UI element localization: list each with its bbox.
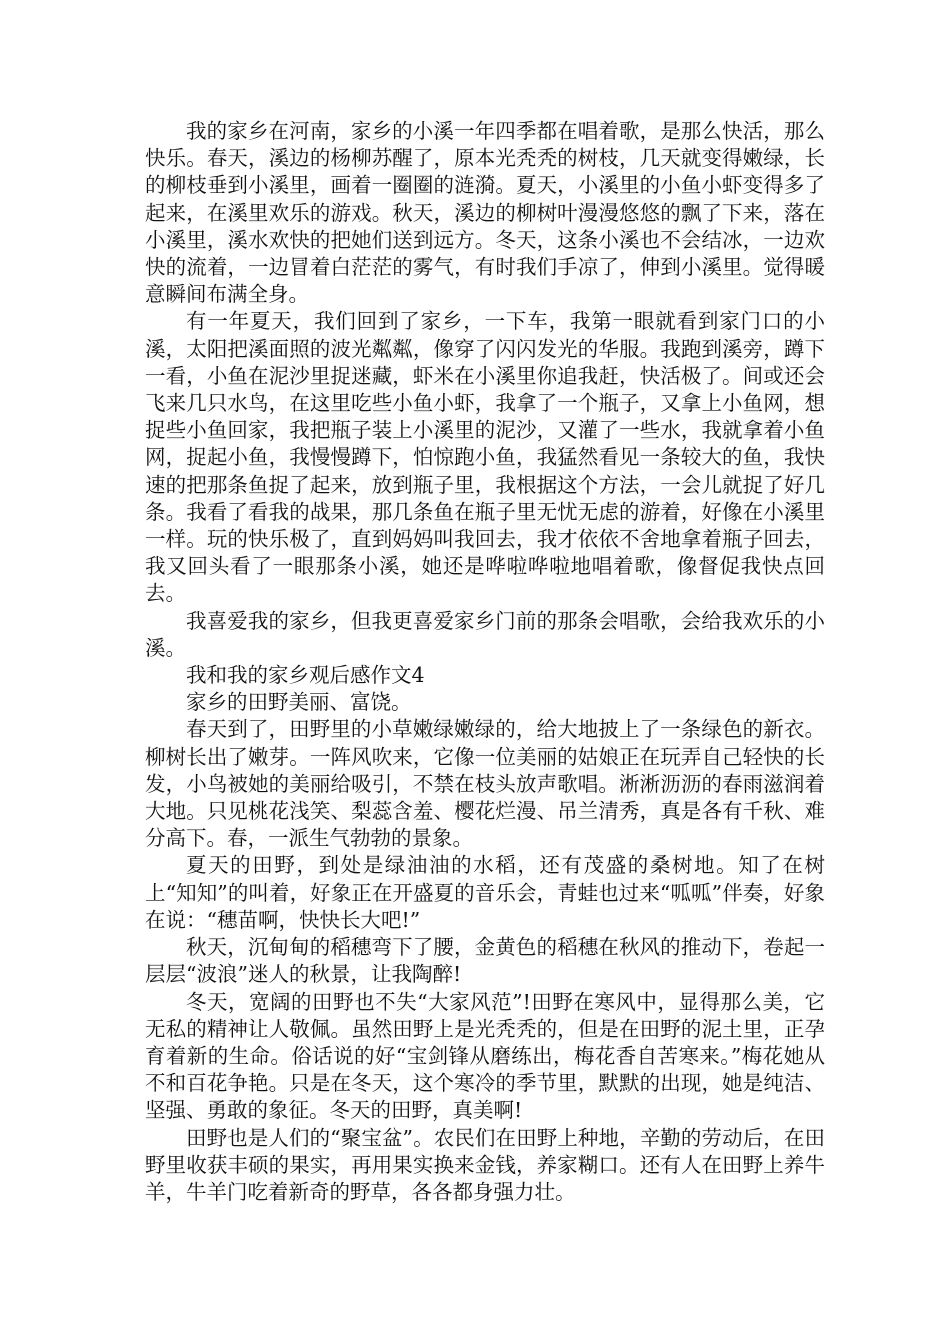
paragraph-summer: 夏天的田野，到处是绿油油的水稻，还有茂盛的桑树地。知了在树上“知知”的叫着，好象正在开盛夏的音乐会，青蛙也过来“呱呱”伴奏，好象在说：“穗苗啊，快快长大吧!” bbox=[145, 853, 825, 932]
paragraph-love-stream: 我喜爱我的家乡，但我更喜爱家乡门前的那条会唱歌，会给我欢乐的小溪。 bbox=[145, 608, 825, 660]
paragraph-hometown-stream: 我的家乡在河南，家乡的小溪一年四季都在唱着歌，是那么快活，那么快乐。春天，溪边的杨柳苏醒了，原本光秃秃的树枝，几天就变得嫩绿，长的柳枝垂到小溪里，画着一圈圈的涟漪。夏天，小溪里的小鱼小虾变得多了起来，在溪里欢乐的游戏。秋天，溪边的柳树叶漫漫悠悠的飘了下来，落在小溪里，溪水欢快的把她们送到远方。冬天，这条小溪也不会结冰，一边欢快的流着，一边冒着白茫茫的雾气，有时我们手凉了，伸到小溪里。觉得暖意瞬间布满全身。 bbox=[145, 119, 825, 307]
section-heading: 我和我的家乡观后感作文4 bbox=[186, 663, 425, 688]
paragraph-autumn: 秋天，沉甸甸的稻穗弯下了腰，金黄色的稻穗在秋风的推动下，卷起一层层“波浪”迷人的秋景，让我陶醉! bbox=[145, 935, 825, 987]
document-body bbox=[145, 118, 825, 1206]
paragraph-spring: 春天到了，田野里的小草嫩绿嫩绿的，给大地披上了一条绿色的新衣。柳树长出了嫩芽。一阵风吹来，它像一位美丽的姑娘正在玩弄自己轻快的长发，小鸟被她的美丽给吸引，不禁在枝头放声歌唱。淅淅沥沥的春雨滋润着大地。只见桃花浅笑、梨蕊含羞、樱花烂漫、吊兰清秀，真是各有千秋、难分高下。春，一派生气勃勃的景象。 bbox=[145, 717, 825, 851]
paragraph-treasure-bowl: 田野也是人们的“聚宝盆”。农民们在田野上种地，辛勤的劳动后，在田野里收获丰硕的果实，再用果实换来金钱，养家糊口。还有人在田野上养牛羊，牛羊门吃着新奇的野草，各各都身强力壮。 bbox=[145, 1125, 825, 1204]
paragraph-fields-intro: 家乡的田野美丽、富饶。 bbox=[186, 690, 412, 715]
paragraph-summer-visit: 有一年夏天，我们回到了家乡，一下车，我第一眼就看到家门口的小溪，太阳把溪面照的波光粼粼，像穿了闪闪发光的华服。我跑到溪旁，蹲下一看，小鱼在泥沙里捉迷藏，虾米在小溪里你追我赶，快活极了。间或还会飞来几只水鸟，在这里吃些小鱼小虾，我拿了一个瓶子，又拿上小鱼网，想捉些小鱼回家，我把瓶子装上小溪里的泥沙，又灌了一些水，我就拿着小鱼网，捉起小鱼，我慢慢蹲下，怕惊跑小鱼，我猛然看见一条较大的鱼，我快速的把那条鱼捉了起来，放到瓶子里，我根据这个方法，一会儿就捉了好几条。我看了看我的战果，那几条鱼在瓶子里无忧无虑的游着，好像在小溪里一样。玩的快乐极了，直到妈妈叫我回去，我才依依不舍地拿着瓶子回去，我又回头看了一眼那条小溪，她还是哗啦哗啦地唱着歌，像督促我快点回去。 bbox=[145, 309, 825, 606]
paragraph-winter: 冬天，宽阔的田野也不失“大家风范”!田野在寒风中，显得那么美，它无私的精神让人敬佩。虽然田野上是光秃秃的，但是在田野的泥土里，正孕育着新的生命。俗话说的好“宝剑锋从磨练出，梅花香自苦寒来。”梅花她从不和百花争艳。只是在冬天，这个寒冷的季节里，默默的出现，她是纯洁、坚强、勇敢的象征。冬天的田野，真美啊! bbox=[145, 989, 825, 1123]
